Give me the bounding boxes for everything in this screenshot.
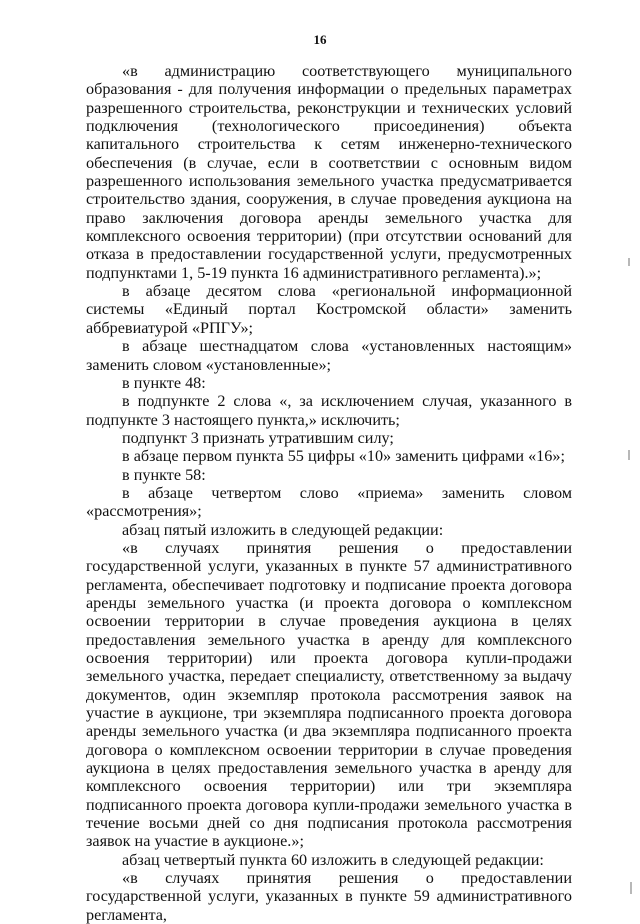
body-text xyxy=(86,62,572,924)
paragraph-3: в абзаце шестнадцатом слова «установленных настоящим» заменить словом «установленные»; xyxy=(86,337,572,374)
paragraph-2: в абзаце десятом слова «региональной информационной системы «Единый портал Костромской области» заменить аббревиатурой «РПГУ»; xyxy=(86,282,572,337)
page-number: 16 xyxy=(313,32,327,47)
paragraph-1: «в администрацию соответствующего муниципального образования - для получения информации о предельных параметрах разрешенного строительства, реконструкции и технических условий подключения (технологического присоединения) объекта капитального строительства к сетям инженерно-технического обеспечения (в случае, если в соответствии с основным видом разрешенного использования земельного участка предусматривается строительство здания, сооружения, в случае проведения аукциона на право заключения договора аренды земельного участка для комплексного освоения территории) (при отсутствии оснований для отказа в предоставлении государственной услуги, предусмотренных подпунктами 1, 5-19 пункта 16 административного регламента).»; xyxy=(86,62,572,282)
paragraph-9: в абзаце четвертом слово «приема» заменить словом «рассмотрения»; xyxy=(86,483,572,521)
paragraph-7: в абзаце первом пункта 55 цифры «10» заменить цифрами «16»; xyxy=(122,447,565,466)
scan-mark-bottom xyxy=(630,882,632,894)
paragraph-4: в пункте 48: xyxy=(122,373,206,392)
scan-mark-middle xyxy=(628,450,630,460)
paragraph-11: «в случаях принятия решения о предоставлении государственной услуги, указанных в пункте 57 административного регламента, обеспечивает подготовку и подписание проекта договора аренды земельного участка (и проекта договора о комплексном освоении территории в случае проведения аукциона в целях предоставления земельного участка в аренду для комплексного освоения территории) или проекта договора купли-продажи земельного участка, передает специалисту, ответственному за выдачу документов, один экземпляр протокола рассмотрения заявок на участие в аукционе, три экземпляра подписанного проекта договора аренды земельного участка (и два экземпляра подписанного проекта договора о комплексном освоении территории в случае проведения аукциона в целях предоставления земельного участка в аренду для комплексного освоения территории) или три экземпляра подписанного проекта договора купли-продажи земельного участка в течение восьми дней со дня подписания протокола рассмотрения заявок на участие в аукционе.»; xyxy=(86,538,572,851)
paragraph-13: «в случаях принятия решения о предоставлении государственной услуги, указанных в пункте 59 административного регламента, xyxy=(86,869,572,924)
paragraph-8: в пункте 58: xyxy=(122,465,206,484)
paragraph-10: абзац пятый изложить в следующей редакции: xyxy=(122,520,444,539)
paragraph-5: в подпункте 2 слова «, за исключением случая, указанного в подпункте 3 настоящего пункта,» исключить; xyxy=(86,392,572,429)
paragraph-6: подпункт 3 признать утратившим силу; xyxy=(122,428,394,447)
scan-mark-top xyxy=(628,258,630,266)
paragraph-12: абзац четвертый пункта 60 изложить в следующей редакции: xyxy=(122,850,544,869)
